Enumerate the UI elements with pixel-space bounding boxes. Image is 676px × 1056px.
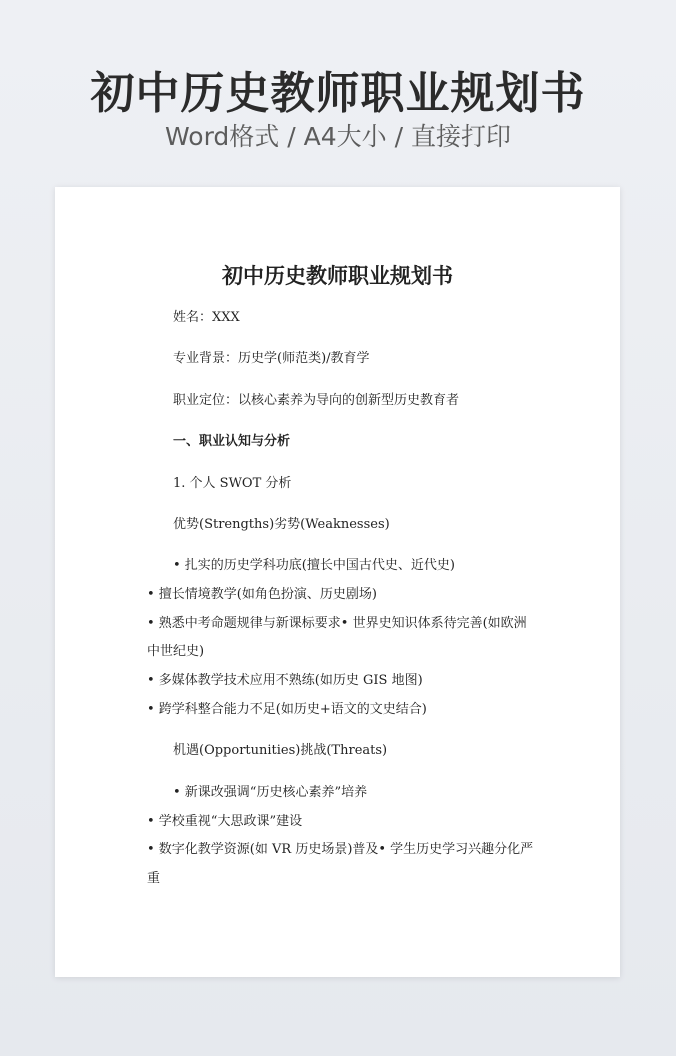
list-item: • 擅长情境教学(如角色扮演、历史剧场) — [147, 587, 377, 602]
list-item: • 熟悉中考命题规律与新课标要求• 世界史知识体系待完善(如欧洲 — [147, 616, 527, 631]
list-item: • 跨学科整合能力不足(如历史+语文的文史结合) — [147, 702, 427, 717]
list-item: • 扎实的历史学科功底(擅长中国古代史、近代史) — [173, 558, 455, 573]
document-page — [55, 187, 620, 977]
list-item: • 新课改强调“历史核心素养”培养 — [173, 785, 368, 800]
list-item: • 数字化教学资源(如 VR 历史场景)普及• 学生历史学习兴趣分化严 — [147, 842, 534, 857]
subsection-heading: 1. 个人 SWOT 分析 — [173, 476, 292, 491]
list-item: • 学校重视“大思政课”建设 — [147, 814, 303, 829]
list-item: 中世纪史) — [147, 644, 205, 659]
banner-subtitle: Word格式 / A4大小 / 直接打印 — [165, 122, 511, 151]
strengths-weaknesses-heading: 优势(Strengths)劣势(Weaknesses) — [173, 517, 390, 532]
list-item: • 多媒体教学技术应用不熟练(如历史 GIS 地图) — [147, 673, 423, 688]
document-title: 初中历史教师职业规划书 — [222, 263, 453, 288]
opportunities-threats-heading: 机遇(Opportunities)挑战(Threats) — [173, 743, 388, 758]
background-line: 专业背景：历史学(师范类)/教育学 — [173, 351, 370, 366]
banner-title: 初中历史教师职业规划书 — [90, 68, 586, 119]
section-heading: 一、职业认知与分析 — [173, 434, 291, 449]
list-item: 重 — [147, 871, 161, 886]
name-line: 姓名：XXX — [173, 310, 240, 325]
positioning-line: 职业定位：以核心素养为导向的创新型历史教育者 — [173, 393, 460, 408]
